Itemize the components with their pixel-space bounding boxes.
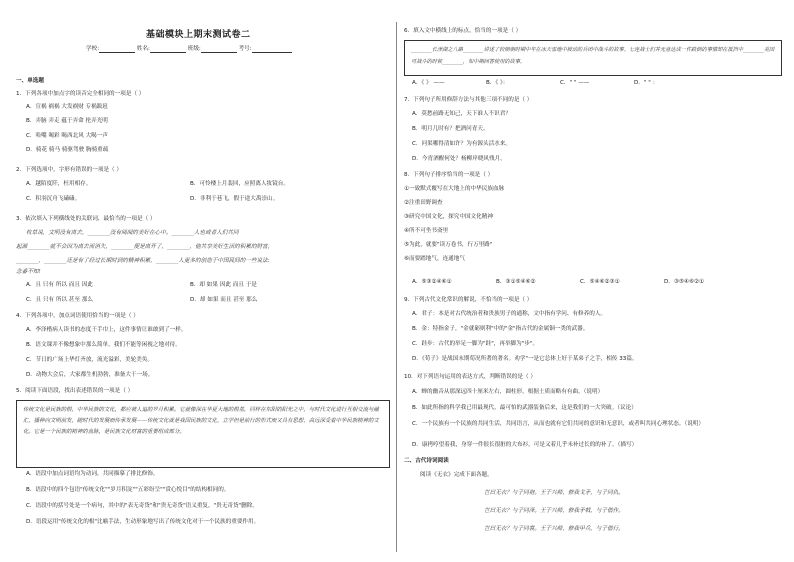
- option-a[interactable]: A．李泽楷病人读书的态度干手巾上，这件事情让谁敢到了一样。: [26, 327, 187, 333]
- question-stem: 3．依次填入下列横线处的关联词，最恰当的一项是（ ）: [16, 216, 156, 222]
- name-field[interactable]: [150, 46, 186, 53]
- option-b[interactable]: B．如此所指的科学我已用最现代，最可怕的武器装备后来，这是我们的一大突破。（议论）: [412, 405, 637, 411]
- passage-line: 起源________就不会因为离去而消失，________便是离开了，________，他共享美好生活的积累的财富，: [16, 244, 274, 250]
- question-stem: 5．阅读下面语段，找出表述错误的一项是（ ）: [16, 388, 134, 394]
- question-stem: 2．下列选项中，字形有错误的一项是（ ）: [16, 167, 123, 173]
- option-d[interactable]: D．" " ：: [634, 80, 659, 86]
- section-heading: 二、古代诗词阅读: [404, 458, 449, 464]
- sentence-item: ⑤为此，就要"读万卷书，行万里路": [404, 242, 493, 248]
- section-heading: 一、单选题: [16, 78, 44, 84]
- column-divider: [396, 22, 397, 552]
- poem-line: 岂曰无衣？与子同裳。王于兴师，修我甲兵，与子偕行。: [484, 526, 624, 532]
- sentence-item: ①一致默式覆写在大地上的中华民族血脉: [404, 186, 505, 192]
- passage-text: ________长津湖之八路________讲述了较朝朝时期中年在冰天雪地中被动的兵团中战斗的故事。七连战士们并无意达成一件跌倒的事情却在抵挡中________美国可战斗的时候________，如中期回答使用的故事。: [411, 47, 775, 65]
- option-c[interactable]: C．一个民族有一个民族的共同生活，共同语言，从而也就有它们共同的意识和无意识，或者叫共同心理状态。（说明）: [412, 421, 704, 427]
- option-d[interactable]: D．今宵酒醒何处？杨柳岸晓风残月。: [412, 156, 506, 162]
- option-c[interactable]: C．积羽沉舟飞磕磕。: [26, 196, 81, 202]
- sentence-item: ④所不可坐书斋里: [404, 228, 449, 234]
- poem-line: 岂曰无衣？与子同袍。王于兴师，修我戈矛，与子同仇。: [484, 490, 624, 496]
- passage-line: ________，________还是有了经过长期时到的精神积累，________人更多的创造于中国民间的一些说法:: [16, 258, 270, 264]
- option-c[interactable]: C．跬步：古代的举足一脚为"跬"，再举脚为"步"。: [412, 341, 539, 347]
- option-c[interactable]: C．问渠哪得清如许？为有源头活水来。: [412, 141, 512, 147]
- option-a[interactable]: A．越陌度阡，枉用相存。: [26, 181, 92, 187]
- class-label: 班级:: [187, 46, 201, 53]
- option-c[interactable]: C．节日的广场上华灯齐放，流光溢彩，美轮美奂。: [26, 357, 153, 363]
- question-stem: 8．下列句子排序恰当的一项是（ ）: [404, 172, 494, 178]
- class-field[interactable]: [201, 46, 237, 53]
- option-a[interactable]: A．《 》 ——: [412, 80, 445, 86]
- question-stem: 10．对下列语句运用的表达方式，判断错误的是（ ）: [404, 374, 536, 380]
- student-info-row: [86, 46, 292, 53]
- question-stem: 4．下列各项中，加点词语使用恰当的一项是（ ）: [16, 313, 139, 319]
- option-a[interactable]: A．⑤③②④⑥①: [412, 279, 452, 285]
- option-d[interactable]: D．《荀子》是战国末期荀况所著的著名。劝学"一是它总体上好于某弟子之手，相传 33篇。: [412, 356, 638, 362]
- option-a[interactable]: A．君子：本是对古代统治者和贵族男子的通称，文中指有学问、有修养的人。: [412, 311, 607, 317]
- exam-number-field[interactable]: [252, 46, 292, 53]
- option-d[interactable]: D．非利于巷飞，假于途大禹崇山。: [190, 196, 279, 202]
- option-d[interactable]: D．康拷哼望着我，身穿一件很长很脏的大布衫，可是又着几乎未补过长的的补了。（描写）: [412, 442, 638, 448]
- option-a[interactable]: A．蝉的幽音从那深远四十厘米左右，圆柱形，根据土质而略有有曲。（说明）: [412, 389, 604, 395]
- option-b[interactable]: B．弄脑 弄走 蕴于弄命 抡弄光明: [26, 118, 108, 124]
- passage-text: 传统文化是民族的根，中华民族的文化，都应被人追的岁月积累。它就像深在华夏大地的根基，同样在东阳的阳光之中，与时代文化进行互相交流与融汇，播种向文明前发，随时代的发展而传承发展——传统文化就是我国民族的文化，立学但是前行的形式而又具有思想，高远深受着中华民族精神的文化。它是一个民族的精神的血脉，是民族文化财富的重要组成部分。: [23, 407, 379, 435]
- option-c[interactable]: C．⑤④⑥②③①: [580, 279, 620, 285]
- passage-box: [16, 400, 390, 468]
- option-b[interactable]: B．可怜楼上月裴回，应照离人妆镜台。: [190, 181, 289, 187]
- option-a[interactable]: A．且 只有 所以 而且 因此: [26, 282, 93, 288]
- school-field[interactable]: [99, 46, 135, 53]
- option-b[interactable]: B．语段中的四个包语"传统文化""岁月积淀""五彩纷呈""赏心悦目"的结构相同的。: [26, 487, 230, 493]
- school-label: 学校:: [86, 46, 100, 53]
- option-d[interactable]: D．动物大会后，大家都生机勃勃，准备大干一场。: [26, 372, 154, 378]
- poem-line: 岂曰无衣？与子同泽。王于兴师，修我矛戟，与子偕作。: [484, 508, 624, 514]
- passage-line: 枚草说，文明没有离去，________没有阅阅的美好在心中。________人也或者人们共同: [26, 230, 239, 236]
- option-a[interactable]: A．语段中加点词语均为动词，共同描摹了排比修饰。: [26, 471, 159, 477]
- option-b[interactable]: B．金：特指金子，"金就砺则利"中的"金"指古代的金属铜一类的武器。: [412, 326, 589, 332]
- option-c[interactable]: C．" " ——: [560, 80, 590, 86]
- question-stem: 1．下列各项中加点字的读音完全相同的一项是（ ）: [16, 91, 145, 97]
- sentence-item: ②注重田野调查: [404, 200, 443, 206]
- exam-number-label: 考号:: [238, 46, 252, 53]
- question-stem: 9．下列古代文化常识的解说，不恰当的一项是（ ）: [404, 297, 533, 303]
- sentence-item: ③研究中国文化，探究中国文化精神: [404, 214, 493, 220]
- passage-box: [404, 40, 782, 76]
- question-stem: 6．填入文中横线上的标点，恰当的一项是（ ）: [404, 28, 522, 34]
- option-d[interactable]: D．③⑤④⑥②①: [664, 279, 704, 285]
- question-stem: 7．下列句子所用修辞方法与其他三项不同的是（ ）: [404, 97, 533, 103]
- option-c[interactable]: C．且 只有 所以 甚至 那么: [26, 297, 93, 303]
- page-title: 基础模块上期末测试卷二: [146, 30, 251, 40]
- option-d[interactable]: D．却 如果 而且 甚至 那么: [190, 297, 258, 303]
- option-a[interactable]: A．莫愁前路无知己，天下谁人不识君？: [412, 111, 511, 117]
- passage-line: 念番不知!: [16, 269, 41, 275]
- option-c[interactable]: C．哈嘴 喝彩 喝西北风 大喝一声: [26, 133, 108, 139]
- reading-instruction: 阅读《无衣》完成下面各题。: [420, 472, 493, 478]
- sentence-item: ⑥而要踏地气，连通地气: [404, 256, 465, 262]
- option-b[interactable]: B．语文课并不像想象中那么简单，我们不能等闲视之地对待。: [26, 342, 181, 348]
- option-b[interactable]: B．③①⑤④⑥②: [496, 279, 536, 285]
- option-b[interactable]: B．却 如果 因此 而且 于是: [190, 282, 257, 288]
- option-c[interactable]: C．语段中的括号处是一个病句，其中的"表无奇货"和"贵无奇货"语义重复，"贵无奇货"删除。: [26, 503, 258, 509]
- name-label: 姓名:: [136, 46, 150, 53]
- option-d[interactable]: D．骑花 骑马 骑驱驾驶 胸骑重疏: [26, 147, 109, 153]
- option-d[interactable]: D．语段运用"传统文化的根"比喻手法，生动形象地写出了传统文化对于一个民族的重要作用。: [26, 519, 260, 525]
- option-b[interactable]: B．明月几时有？把酒问青天。: [412, 126, 489, 132]
- option-b[interactable]: B．《 》：: [486, 80, 509, 86]
- option-a[interactable]: A．宣祸 祸祸 大发祸财 专祸跋扈: [26, 104, 108, 110]
